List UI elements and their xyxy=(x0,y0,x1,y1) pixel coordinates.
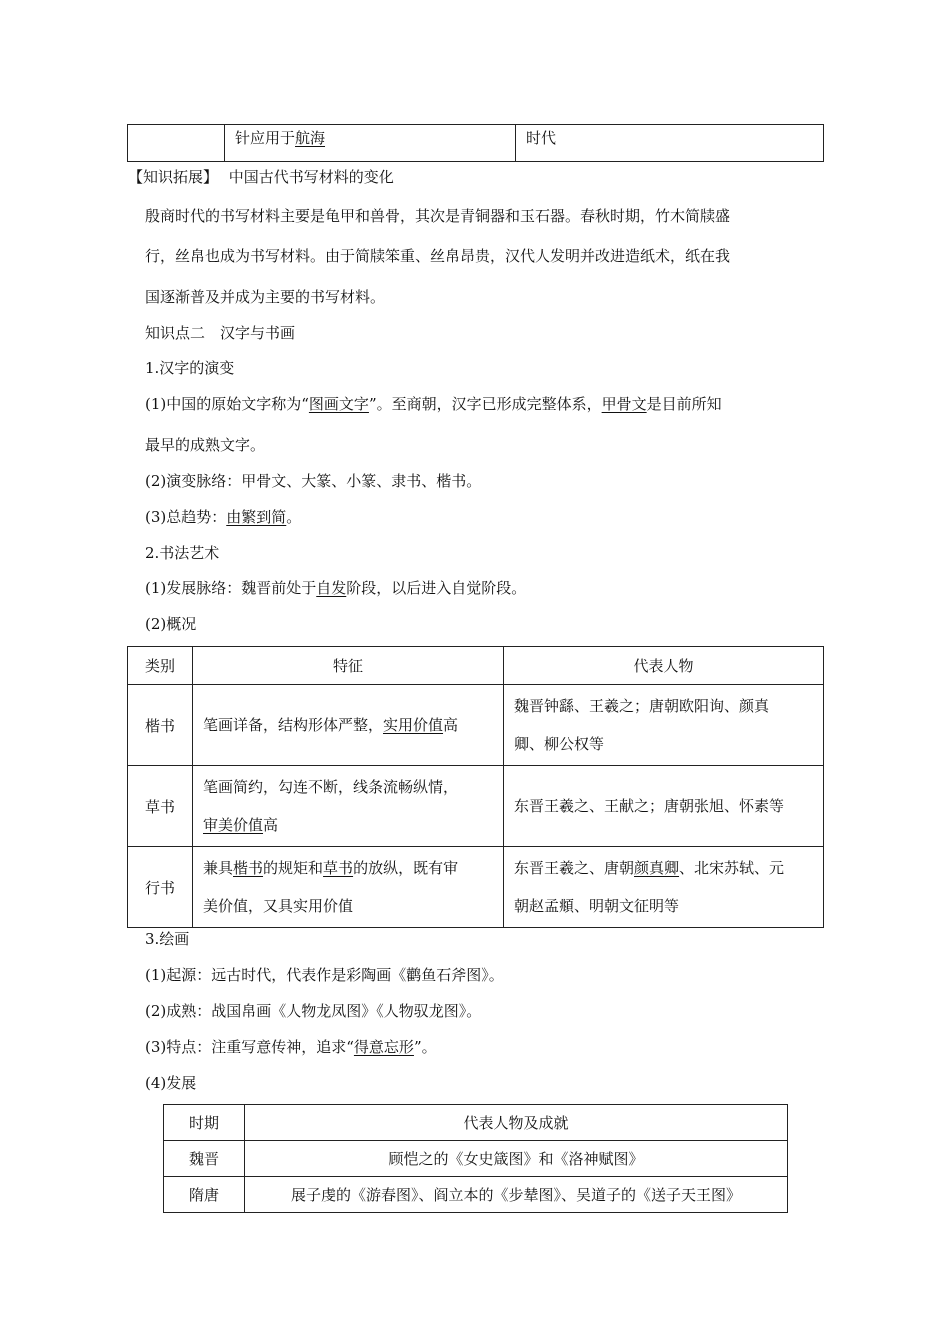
table-header-row xyxy=(128,647,824,685)
row-period: 魏晋 xyxy=(164,1141,245,1177)
calligraphy-title: 2.书法艺术 xyxy=(145,544,220,562)
table-header-row xyxy=(164,1105,788,1141)
evolution-p1-cont: 最早的成熟文字。 xyxy=(145,436,266,454)
row-category: 行书 xyxy=(128,847,193,928)
top-table-fragment xyxy=(127,124,824,162)
table-row xyxy=(164,1141,788,1177)
row-category: 草书 xyxy=(128,766,193,847)
evolution-p2: (2)演变脉络：甲骨文、大篆、小篆、隶书、楷书。 xyxy=(145,472,482,490)
painting-table xyxy=(163,1104,788,1213)
top-table-cell-2: 针应用于航海 xyxy=(225,125,516,162)
evolution-p1: (1)中国的原始文字称为“图画文字”。至商朝，汉字已形成完整体系，甲骨文是目前所知 xyxy=(145,395,722,413)
painting-p1: (1)起源：远古时代，代表作是彩陶画《鹳鱼石斧图》。 xyxy=(145,966,504,984)
header-feature: 特征 xyxy=(193,647,504,685)
calligraphy-p1: (1)发展脉络：魏晋前处于自发阶段，以后进入自觉阶段。 xyxy=(145,579,527,597)
row-period: 隋唐 xyxy=(164,1177,245,1213)
expand-heading: 【知识拓展】 中国古代书写材料的变化 xyxy=(128,168,394,186)
calligraphy-table xyxy=(127,646,824,928)
row-feature: 笔画简约，勾连不断，线条流畅纵情， 审美价值高 xyxy=(193,766,504,847)
top-table-cell-1 xyxy=(128,125,225,162)
calligraphy-p2: (2)概况 xyxy=(145,615,197,633)
table-row xyxy=(164,1177,788,1213)
row-people: 东晋王羲之、王献之；唐朝张旭、怀素等 xyxy=(504,766,824,847)
expand-line-2: 行，丝帛也成为书写材料。由于简牍笨重、丝帛昂贵，汉代人发明并改进造纸术，纸在我 xyxy=(145,247,731,265)
painting-p3: (3)特点：注重写意传神，追求“得意忘形”。 xyxy=(145,1038,437,1056)
header-category: 类别 xyxy=(128,647,193,685)
painting-title: 3.绘画 xyxy=(145,930,190,948)
expand-line-1: 殷商时代的书写材料主要是龟甲和兽骨，其次是青铜器和玉石器。春秋时期，竹木简牍盛 xyxy=(145,207,731,225)
table-row xyxy=(128,847,824,928)
section-title: 知识点二 汉字与书画 xyxy=(145,324,296,342)
header-people: 代表人物 xyxy=(504,647,824,685)
row-feature: 笔画详备，结构形体严整，实用价值高 xyxy=(193,685,504,766)
table-row xyxy=(128,685,824,766)
evolution-p3: (3)总趋势：由繁到简。 xyxy=(145,508,302,526)
painting-p4: (4)发展 xyxy=(145,1074,197,1092)
row-achievement: 顾恺之的《女史箴图》和《洛神赋图》 xyxy=(245,1141,788,1177)
header-period: 时期 xyxy=(164,1105,245,1141)
row-people: 东晋王羲之、唐朝颜真卿、北宋苏轼、元 朝赵孟頫、明朝文征明等 xyxy=(504,847,824,928)
row-category: 楷书 xyxy=(128,685,193,766)
expand-line-3: 国逐渐普及并成为主要的书写材料。 xyxy=(145,288,386,306)
row-people: 魏晋钟繇、王羲之；唐朝欧阳询、颜真 卿、柳公权等 xyxy=(504,685,824,766)
row-feature: 兼具楷书的规矩和草书的放纵，既有审 美价值，又具实用价值 xyxy=(193,847,504,928)
table-row xyxy=(128,766,824,847)
row-achievement: 展子虔的《游春图》、阎立本的《步辇图》、吴道子的《送子天王图》 xyxy=(245,1177,788,1213)
top-table-cell-3: 时代 xyxy=(516,125,824,162)
evolution-title: 1.汉字的演变 xyxy=(145,359,235,377)
header-achievement: 代表人物及成就 xyxy=(245,1105,788,1141)
painting-p2: (2)成熟：战国帛画《人物龙凤图》《人物驭龙图》。 xyxy=(145,1002,482,1020)
